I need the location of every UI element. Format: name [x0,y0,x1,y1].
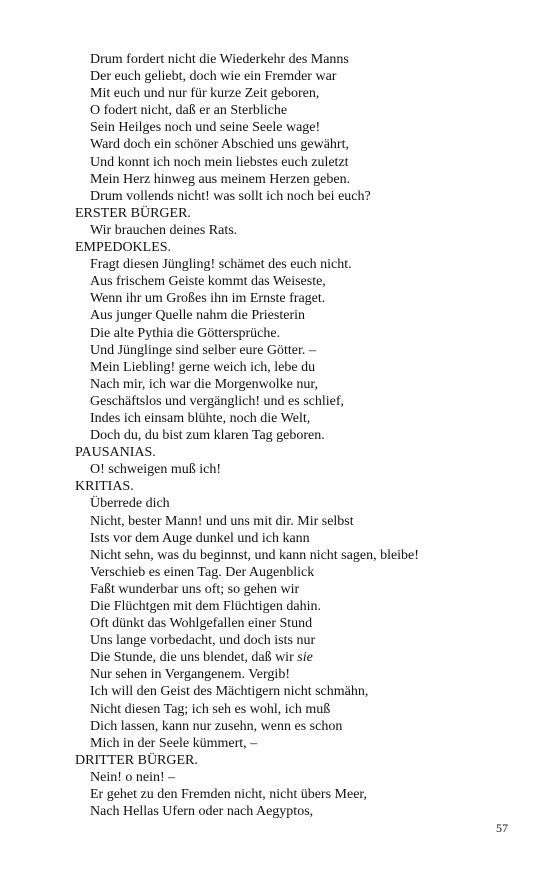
verse-line [75,718,535,735]
verse-line [75,410,535,427]
line-text: Ich will den Geist des Mächtigern nicht schmähn, [90,684,369,700]
verse-line [75,701,535,718]
verse-line [75,85,535,102]
line-text: Wir brauchen deines Rats. [90,222,238,238]
line-text: Er gehet zu den Fremden nicht, nicht übers Meer, [90,787,368,803]
line-text: O! schweigen muß ich! [90,462,222,478]
verse-line [75,513,535,530]
speaker-name [75,444,535,461]
verse-line [75,564,535,581]
line-text: Und konnt ich noch mein liebstes euch zuletzt [90,154,349,170]
line-text: Wenn ihr um Großes ihn im Ernste fraget. [90,291,326,307]
line-text: O fodert nicht, daß er an Sterbliche [90,103,288,119]
verse-line [75,649,535,666]
verse-line [75,683,535,700]
line-text: Aus frischem Geiste kommt das Weiseste, [90,274,326,290]
line-text: Sein Heilges noch und seine Seele wage! [90,120,321,136]
verse-line [75,136,535,153]
line-text: Geschäftslos und vergänglich! und es schlief, [90,393,345,409]
verse-line [75,632,535,649]
line-text: Überrede dich [90,496,170,512]
verse-line [75,256,535,273]
line-text: Faßt wunderbar uns oft; so gehen wir [90,581,300,597]
verse-line [75,342,535,359]
speaker-name [75,205,535,222]
line-text: Drum fordert nicht die Wiederkehr des Manns [90,52,349,67]
verse-line [75,154,535,171]
line-text: Die Stunde, die uns blendet, daß wir [90,650,294,666]
line-text: Nein! o nein! – [90,769,176,785]
line-text: Oft dünkt das Wohlgefallen einer Stund [90,616,313,632]
page-number: 57 [496,821,508,835]
line-text: Drum vollends nicht! was sollt ich noch bei euch? [90,188,371,204]
verse-line [75,393,535,410]
line-text: PAUSANIAS. [75,445,156,461]
verse-line [75,461,535,478]
verse-line [75,427,535,444]
speaker-name [75,478,535,495]
line-text: Der euch geliebt, doch wie ein Fremder war [90,69,337,85]
verse-line [75,735,535,752]
line-text: Nicht diesen Tag; ich seh es wohl, ich muß [90,701,331,717]
verse-line [75,769,535,786]
line-text: Fragt diesen Jüngling! schämet des euch nicht. [90,257,352,273]
verse-line [75,495,535,512]
line-text: DRITTER BÜRGER. [75,752,198,768]
line-text: Aus junger Quelle nahm die Priesterin [90,308,306,324]
verse-line [75,51,535,68]
line-text: Dich lassen, kann nur zusehn, wenn es schon [90,718,343,734]
line-text: Uns lange vorbedacht, und doch ists nur [90,633,316,649]
verse-line [75,102,535,119]
verse-line [75,581,535,598]
line-text: Mich in der Seele kümmert, – [90,735,258,751]
drama-text [75,51,535,820]
line-text: Nicht, bester Mann! und uns mit dir. Mir selbst [90,513,354,529]
verse-line [75,307,535,324]
line-text: Nur sehen in Vergangenem. Vergib! [90,667,290,683]
line-text: Ward doch ein schöner Abschied uns gewährt, [90,137,349,153]
verse-line [75,222,535,239]
line-text: Die alte Pythia die Göttersprüche. [90,325,281,341]
line-text: Mit euch und nur für kurze Zeit geboren, [90,86,320,102]
verse-line [75,530,535,547]
verse-line [75,359,535,376]
speaker-name [75,752,535,769]
verse-line [75,290,535,307]
line-text: KRITIAS. [75,479,134,495]
verse-line [75,171,535,188]
verse-line [75,598,535,615]
line-text: Indes ich einsam blühte, noch die Welt, [90,410,311,426]
italic-emphasis: sie [297,650,313,666]
line-text: Nach Hellas Ufern oder nach Aegyptos, [90,804,314,820]
verse-line [75,786,535,803]
line-text: Und Jünglinge sind selber eure Götter. – [90,342,316,358]
line-text: Nicht sehn, was du beginnst, und kann nicht sagen, bleibe! [90,547,419,563]
verse-line [75,325,535,342]
line-text: Mein Herz hinweg aus meinem Herzen geben. [90,171,351,187]
verse-line [75,273,535,290]
line-text: Die Flüchtgen mit dem Flüchtigen dahin. [90,599,321,614]
verse-line [75,376,535,393]
line-text: Ists vor dem Auge dunkel und ich kann [90,530,310,546]
verse-line [75,547,535,564]
verse-line [75,188,535,205]
line-text: Doch du, du bist zum klaren Tag geboren. [90,428,325,444]
verse-line [75,615,535,632]
line-text: EMPEDOKLES. [75,240,172,256]
line-text: Nach mir, ich war die Morgenwolke nur, [90,376,318,392]
verse-line [75,666,535,683]
verse-line [75,803,535,820]
line-text: ERSTER BÜRGER. [75,205,191,221]
line-text: Mein Liebling! gerne weich ich, lebe du [90,359,316,375]
line-text: Verschieb es einen Tag. Der Augenblick [90,564,315,580]
speaker-name [75,239,535,256]
verse-line [75,68,535,85]
verse-line [75,119,535,136]
